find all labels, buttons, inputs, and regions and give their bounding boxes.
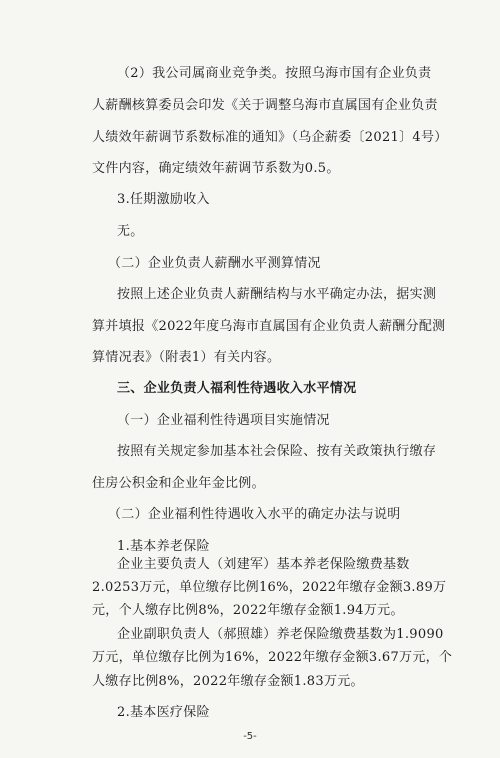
paragraph-line: 人缴存比例8%，2022年缴存金额1.83万元。 [92,674,364,689]
main-heading: 三、企业负责人福利性待遇收入水平情况 [117,381,357,396]
section-heading: （二）企业负责人薪酬水平测算情况 [108,256,321,271]
paragraph-line: 住房公积金和企业年金比例。 [92,476,265,491]
paragraph-line: 万元，单位缴存比例为16%，2022年缴存金额3.67万元，个 [92,650,453,665]
paragraph-line: 按照上述企业负责人薪酬结构与水平确定办法，据实测 [117,287,437,302]
paragraph-line: 企业主要负责人（刘建军）基本养老保险缴费基数 [117,557,410,572]
paragraph-line: 算并填报《2022年度乌海市直属国有企业负责人薪酬分配测 [92,319,446,334]
paragraph-line: （2）我公司属商业竞争类。按照乌海市国有企业负责 [117,66,432,81]
paragraph-line: 2.0253万元，单位缴存比例16%，2022年缴存金额3.89万 [92,580,447,595]
subheading: 3.任期激励收入 [117,192,210,207]
section-heading: （二）企业福利性待遇收入水平的确定办法与说明 [108,507,401,522]
section-heading: （一）企业福利性待遇项目实施情况 [117,413,330,428]
subheading: 2.基本医疗保险 [117,705,210,720]
paragraph-line: 算情况表》（附表1）有关内容。 [92,350,281,365]
paragraph-line: 文件内容，确定绩效年薪调节系数为0.5。 [92,161,340,176]
paragraph-line: 人绩效年薪调节系数标准的通知》（乌企薪委〔2021〕4号） [92,130,448,145]
paragraph-line: 元，个人缴存比例8%，2022年缴存金额1.94万元。 [92,603,404,618]
paragraph-line: 企业副职负责人（郝照雄）养老保险缴费基数为1.9090 [117,627,444,642]
subheading: 1.基本养老保险 [117,539,210,554]
paragraph-line: 人薪酬核算委员会印发《关于调整乌海市直属国有企业负责 [92,98,438,113]
paragraph-line: 按照有关规定参加基本社会保险、按有关政策执行缴存 [117,444,437,459]
page-number: -5- [243,731,257,742]
paragraph-line: 无。 [117,224,144,239]
